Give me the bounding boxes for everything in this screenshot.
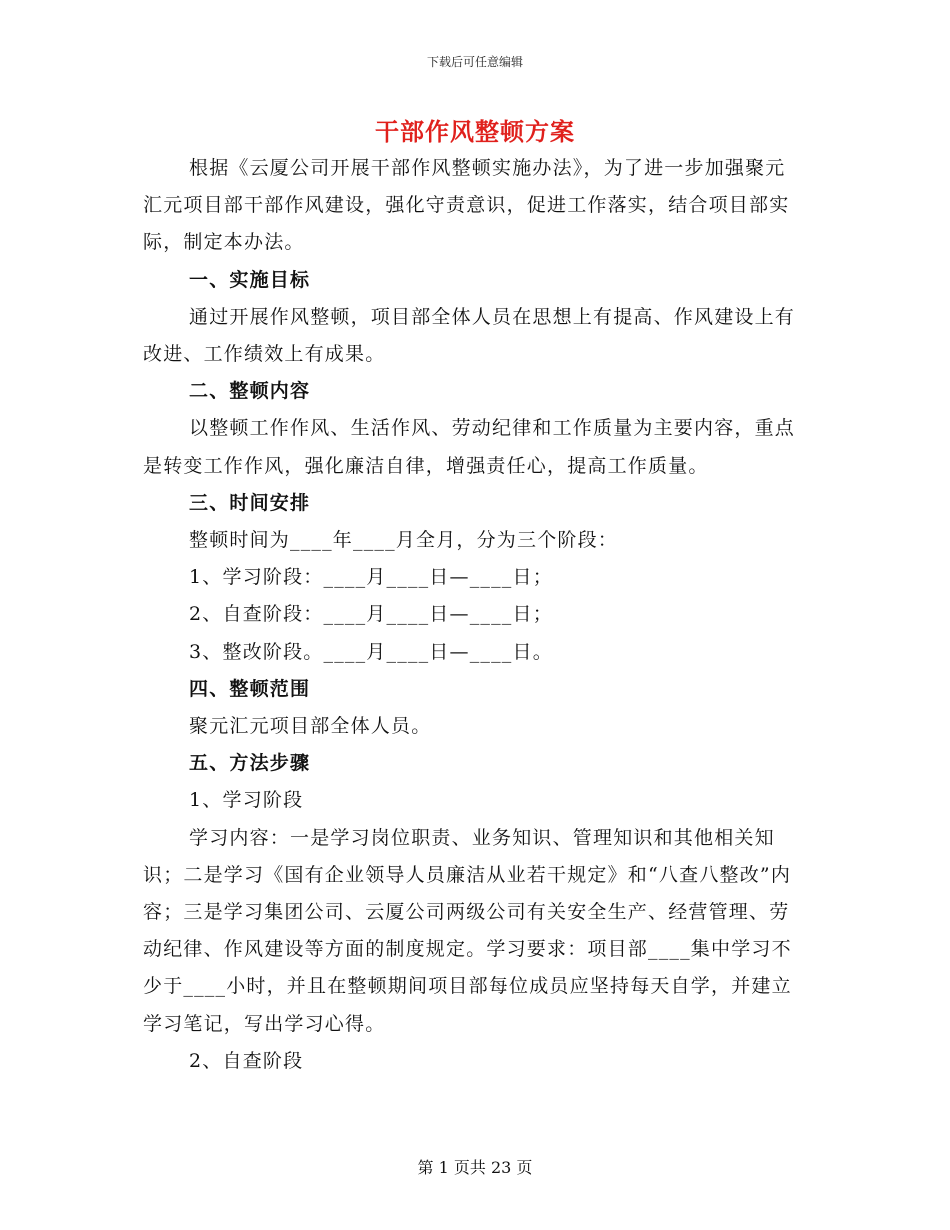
intro-paragraph: 根据《云厦公司开展干部作风整顿实施办法》，为了进一步加强聚元汇元项目部干部作风建设，强化守责意识，促进工作落实，结合项目部实际，制定本办法。 (143, 157, 790, 254)
section-heading-scope: 四、整顿范围 (189, 677, 311, 700)
section-heading-goals: 一、实施目标 (189, 268, 311, 291)
schedule-paragraph: 整顿时间为____年____月全月，分为三个阶段： (189, 529, 619, 552)
section-heading-content: 二、整顿内容 (189, 380, 311, 403)
header-note: 下载后可任意编辑 (426, 55, 523, 69)
page-footer: 第 1 页共 23 页 (417, 1158, 533, 1177)
content-paragraph: 以整顿工作作风、生活作风、劳动纪律和工作质量为主要内容，重点是转变工作作风，强化廉洁自律，增强责任心，提高工作质量。 (143, 417, 796, 477)
schedule-item-study: 1、学习阶段：____月____日—____日； (189, 566, 553, 589)
schedule-item-rectify: 3、整改阶段。____月____日—____日。 (189, 640, 553, 663)
method-step-study: 1、学习阶段 (189, 789, 304, 812)
document-title: 干部作风整顿方案 (375, 118, 575, 146)
schedule-item-selfcheck: 2、自查阶段：____月____日—____日； (189, 603, 553, 626)
study-content-paragraph: 学习内容：一是学习岗位职责、业务知识、管理知识和其他相关知识；二是学习《国有企业领导人员廉洁从业若干规定》和“八查八整改”内容；三是学习集团公司、云厦公司两级公司有关安全生产、经营管理、劳动纪律、作风建设等方面的制度规定。学习要求：项目部____集中学习不少于____小时，并且在整顿期间项目部每位成员应坚持每天自学，并建立学习笔记，写出学习心得。 (143, 826, 792, 1035)
scope-paragraph: 聚元汇元项目部全体人员。 (189, 715, 432, 738)
goals-paragraph: 通过开展作风整顿，项目部全体人员在思想上有提高、作风建设上有改进、工作绩效上有成果。 (143, 305, 796, 366)
method-step-selfcheck: 2、自查阶段 (189, 1049, 304, 1072)
document-body (143, 150, 803, 1080)
section-heading-methods: 五、方法步骤 (189, 752, 311, 775)
section-heading-schedule: 三、时间安排 (189, 491, 311, 514)
